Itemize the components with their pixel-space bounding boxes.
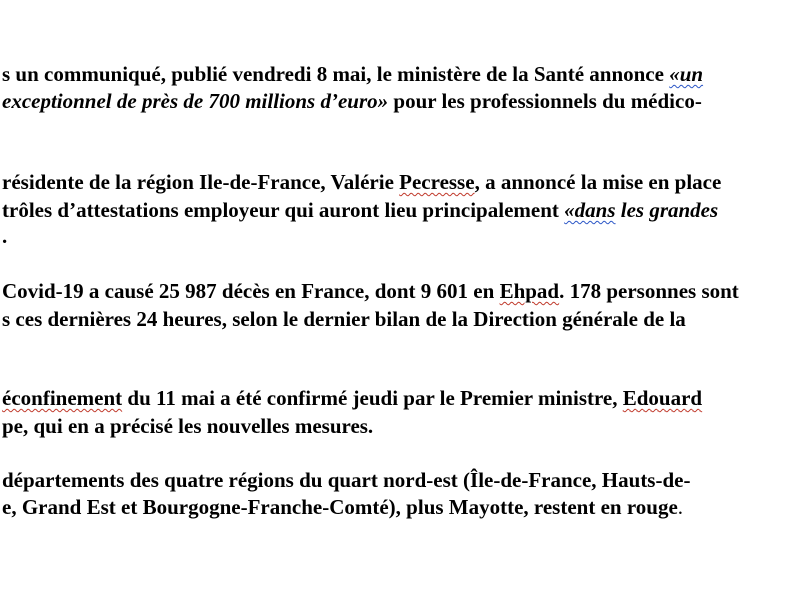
- paragraph-2-line-3: [2, 224, 7, 248]
- grammar-flagged-word[interactable]: «dans: [564, 198, 616, 222]
- text-run: Covid-19 a causé 25 987 décès en France, dont 9 601 en: [2, 279, 500, 303]
- text-run: s ces dernières 24 heures, selon le dernier bilan de la Direction générale de la: [2, 307, 686, 331]
- text-run: s un communiqué, publié vendredi 8 mai, le ministère de la Santé annonce: [2, 62, 670, 86]
- text-run: pe, qui en a précisé les nouvelles mesures.: [2, 414, 374, 438]
- paragraph-4-line-2: [2, 414, 373, 438]
- text-run: e, Grand Est et Bourgogne-Franche-Comté), plus Mayotte, restent en rouge: [2, 495, 678, 519]
- text-run: trôles d’attestations employeur qui auront lieu principalement: [2, 198, 565, 222]
- paragraph-5-line-1: [2, 468, 690, 492]
- paragraph-1-line-1: [2, 62, 703, 86]
- italic-quote: exceptionnel de près de 700 millions d’euro»: [2, 89, 389, 113]
- paragraph-2-line-1: [2, 170, 721, 194]
- text-run: . 178 personnes sont: [559, 279, 739, 303]
- text-run: , a annoncé la mise en place: [474, 170, 722, 194]
- text-run: départements des quatre régions du quart nord-est (Île-de-France, Hauts-de-: [2, 468, 691, 492]
- trailing-period: .: [677, 495, 684, 519]
- text-run: .: [2, 224, 8, 248]
- paragraph-3-line-2: [2, 307, 686, 331]
- spelling-flagged-word[interactable]: Pecresse: [399, 170, 475, 194]
- spelling-flagged-word[interactable]: Ehpad: [499, 279, 560, 303]
- grammar-flagged-word[interactable]: «un: [669, 62, 704, 86]
- paragraph-5-line-2: [2, 495, 683, 519]
- text-run: résidente de la région Ile-de-France, Valérie: [2, 170, 400, 194]
- paragraph-4-line-1: [2, 386, 702, 410]
- text-run: du 11 mai a été confirmé jeudi par le Premier ministre,: [122, 386, 623, 410]
- paragraph-1-line-2: [2, 89, 702, 113]
- text-run: pour les professionnels du médico-: [388, 89, 702, 113]
- italic-quote: les grandes: [615, 198, 719, 222]
- spelling-flagged-word[interactable]: Edouard: [622, 386, 703, 410]
- paragraph-3-line-1: [2, 279, 739, 303]
- spelling-flagged-word[interactable]: éconfinement: [2, 386, 123, 410]
- paragraph-2-line-2: [2, 198, 718, 222]
